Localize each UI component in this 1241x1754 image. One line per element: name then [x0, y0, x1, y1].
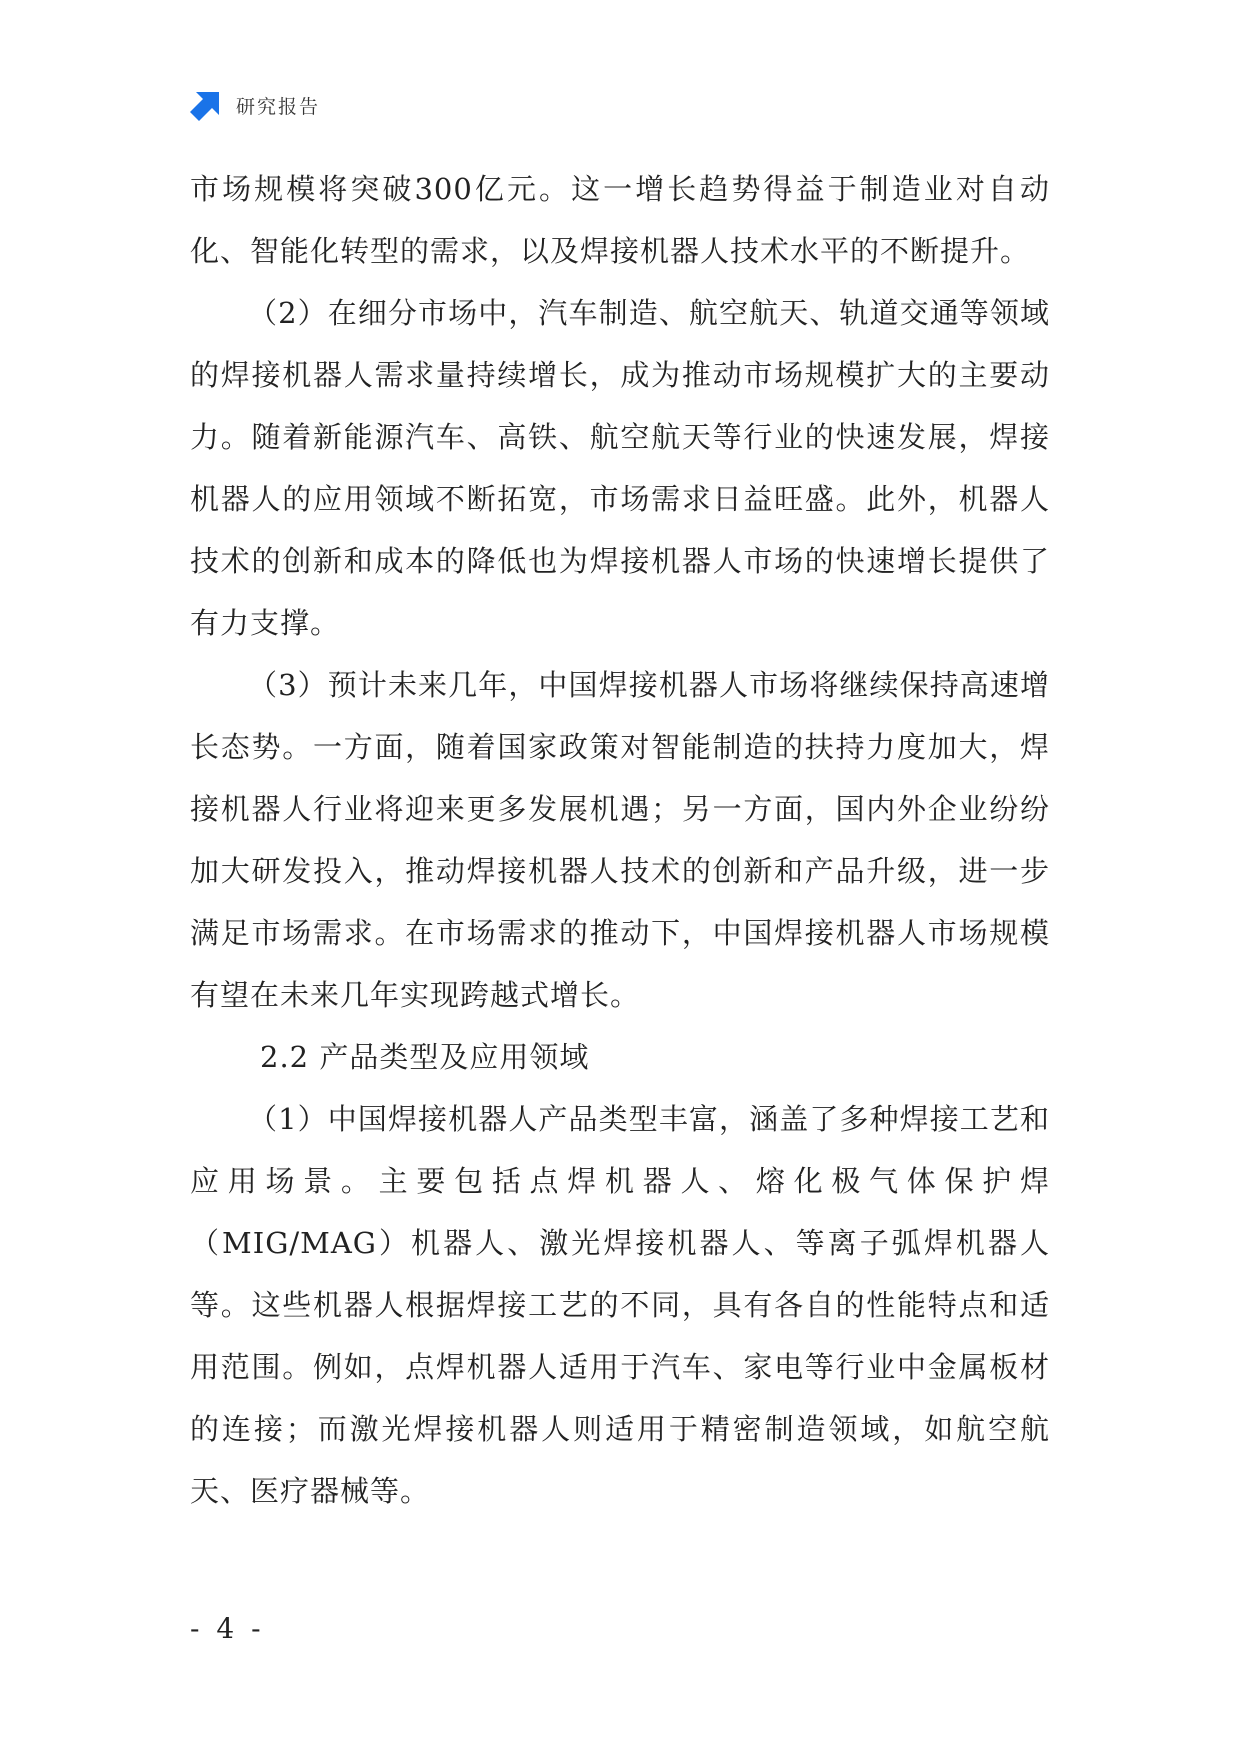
paragraph-item-3: （3）预计未来几年，中国焊接机器人市场将继续保持高速增长态势。一方面，随着国家政策对智能制造的扶持力度加大，焊接机器人行业将迎来更多发展机遇；另一方面，国内外企业纷纷加大研发投入，推动焊接机器人技术的创新和产品升级，进一步满足市场需求。在市场需求的推动下，中国焊接机器人市场规模有望在未来几年实现跨越式增长。 [190, 668, 1050, 1012]
report-type-label: 研究报告 [236, 95, 321, 118]
section-paragraph-item-1: （1）中国焊接机器人产品类型丰富，涵盖了多种焊接工艺和应用场景。主要包括点焊机器人、熔化极气体保护焊（MIG/MAG）机器人、激光焊接机器人、等离子弧焊机器人等。这些机器人根据焊接工艺的不同，具有各自的性能特点和适用范围。例如，点焊机器人适用于汽车、家电等行业中金属板材的连接；而激光焊接机器人则适用于精密制造领域，如航空航天、医疗器械等。 [190, 1102, 1050, 1508]
paragraph-item-2: （2）在细分市场中，汽车制造、航空航天、轨道交通等领域的焊接机器人需求量持续增长，成为推动市场规模扩大的主要动力。随着新能源汽车、高铁、航空航天等行业的快速发展，焊接机器人的应用领域不断拓宽，市场需求日益旺盛。此外，机器人技术的创新和成本的降低也为焊接机器人市场的快速增长提供了有力支撑。 [190, 296, 1050, 640]
arrow-up-right-icon [190, 89, 222, 121]
page-header [190, 88, 320, 122]
section-heading: 2.2 产品类型及应用领域 [260, 1040, 590, 1074]
document-body [190, 158, 1050, 1522]
paragraph-continuation: 市场规模将突破300亿元。这一增长趋势得益于制造业对自动化、智能化转型的需求，以及焊接机器人技术水平的不断提升。 [190, 172, 1050, 268]
page-number: - 4 - [190, 1612, 265, 1645]
